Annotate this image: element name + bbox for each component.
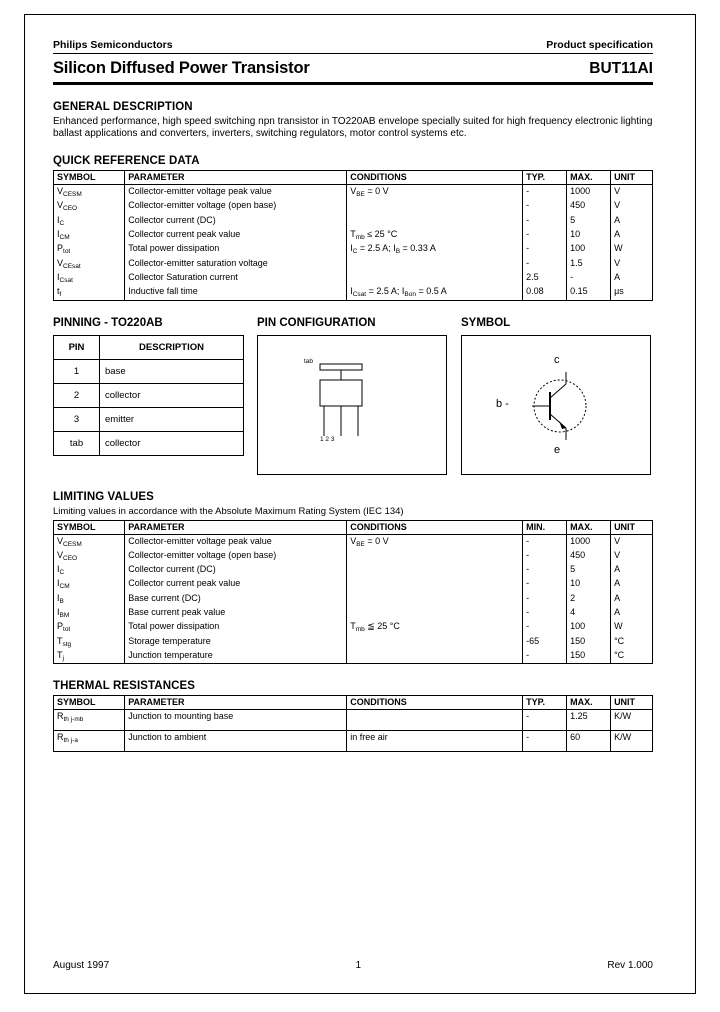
symbol-sub: th j-mb xyxy=(63,716,84,724)
typ-cell: - xyxy=(523,214,567,228)
cond-sub: mb xyxy=(355,234,365,242)
table-row xyxy=(54,577,653,591)
parameter-cell: Collector current (DC) xyxy=(125,563,347,577)
symbol-heading: SYMBOL xyxy=(461,316,511,329)
conditions-cell xyxy=(347,710,523,731)
symbol-sub: CESM xyxy=(63,191,82,199)
cond-base: V xyxy=(350,535,357,546)
min-cell: -65 xyxy=(523,635,567,649)
unit-cell: A xyxy=(611,214,653,228)
pin-numbers-label: 1 2 3 xyxy=(320,435,335,443)
table-row xyxy=(54,383,244,407)
pinning-column xyxy=(53,335,243,475)
col-max: MAX. xyxy=(567,520,611,534)
parameter-cell: Storage temperature xyxy=(125,635,347,649)
table-row xyxy=(54,731,653,752)
unit-cell: °C xyxy=(611,635,653,649)
table-row xyxy=(54,620,653,634)
typ-cell: - xyxy=(523,257,567,271)
cond-base: T xyxy=(350,621,356,632)
table-row xyxy=(54,257,653,271)
symbol-sub: CM xyxy=(59,234,70,242)
typ-cell: - xyxy=(523,185,567,200)
quick-reference-heading: QUICK REFERENCE DATA xyxy=(53,155,200,168)
unit-cell: A xyxy=(611,228,653,242)
pin-description: collector xyxy=(100,383,244,407)
pin-number: 3 xyxy=(54,407,100,431)
footer-page-number: 1 xyxy=(355,960,362,971)
unit-cell: W xyxy=(611,242,653,256)
max-cell: 10 xyxy=(567,228,611,242)
col-parameter: PARAMETER xyxy=(125,696,347,710)
conditions-cell xyxy=(347,563,523,577)
unit-cell: K/W xyxy=(611,731,653,752)
general-description-text: Enhanced performance, high speed switching npn transistor in TO220AB envelope specially suited for high frequency electronic lighting ballast applications and converters, inverters, switching regulators, motor control systems etc. xyxy=(53,116,653,139)
max-cell: 450 xyxy=(567,549,611,563)
max-cell: 150 xyxy=(567,635,611,649)
company-name: Philips Semiconductors xyxy=(53,39,173,51)
symbol-sub: CM xyxy=(59,583,70,591)
symbol-base: V xyxy=(57,257,64,268)
symbol-base: P xyxy=(57,243,64,254)
max-cell: 450 xyxy=(567,199,611,213)
unit-cell: A xyxy=(611,592,653,606)
typ-cell: 2.5 xyxy=(523,271,567,285)
npn-transistor-symbol xyxy=(462,336,650,474)
unit-cell: A xyxy=(611,606,653,620)
parameter-cell: Collector-emitter voltage (open base) xyxy=(125,549,347,563)
limiting-values-note: Limiting values in accordance with the Absolute Maximum Rating System (IEC 134) xyxy=(53,505,404,517)
table-row xyxy=(54,271,653,285)
unit-cell: V xyxy=(611,199,653,213)
col-parameter: PARAMETER xyxy=(125,520,347,534)
max-cell: 1.25 xyxy=(567,710,611,731)
footer-revision: Rev 1.000 xyxy=(607,960,653,971)
typ-cell: - xyxy=(523,731,567,752)
limiting-values-heading: LIMITING VALUES xyxy=(53,490,154,503)
cond-tail: = 2.5 A; I xyxy=(357,243,396,254)
cond-base: V xyxy=(350,186,357,197)
unit-cell: V xyxy=(611,534,653,549)
typ-cell: - xyxy=(523,242,567,256)
table-row xyxy=(54,592,653,606)
parameter-cell: Base current (DC) xyxy=(125,592,347,606)
table-row xyxy=(54,214,653,228)
conditions-cell xyxy=(347,534,523,549)
symbol-base: V xyxy=(57,535,64,546)
col-typ: TYP. xyxy=(523,171,567,185)
symbol-figure xyxy=(461,335,651,475)
pin-configuration-column xyxy=(257,335,447,475)
parameter-cell: Collector current peak value xyxy=(125,228,347,242)
conditions-cell xyxy=(347,228,523,242)
collector-label: c xyxy=(554,353,560,366)
col-parameter: PARAMETER xyxy=(125,171,347,185)
unit-cell: A xyxy=(611,577,653,591)
symbol-sub: B xyxy=(59,597,64,605)
to220-package-drawing xyxy=(258,336,446,474)
page-footer xyxy=(53,960,653,971)
conditions-cell xyxy=(347,592,523,606)
parameter-cell: Collector-emitter voltage (open base) xyxy=(125,199,347,213)
cond-sub: Csat xyxy=(352,291,367,299)
cond-sub: C xyxy=(352,248,358,256)
cond-tail: = 0 V xyxy=(364,535,389,546)
mid-section-headings xyxy=(53,301,653,333)
conditions-cell xyxy=(347,257,523,271)
doc-type: Product specification xyxy=(546,39,653,51)
max-cell: 5 xyxy=(567,563,611,577)
max-cell: 1000 xyxy=(567,534,611,549)
title-rule xyxy=(53,82,653,85)
max-cell: - xyxy=(567,271,611,285)
unit-cell: A xyxy=(611,563,653,577)
conditions-cell xyxy=(347,549,523,563)
col-min: MIN. xyxy=(523,520,567,534)
document-header xyxy=(53,39,653,53)
table-row xyxy=(54,635,653,649)
symbol-base: t xyxy=(57,286,60,297)
typ-cell: 0.08 xyxy=(523,285,567,300)
col-unit: UNIT xyxy=(611,171,653,185)
cond-tail: = 0 V xyxy=(364,186,389,197)
unit-cell: V xyxy=(611,185,653,200)
symbol-base: I xyxy=(57,578,60,589)
table-row xyxy=(54,242,653,256)
conditions-cell xyxy=(347,214,523,228)
symbol-sub: CESM xyxy=(63,540,82,548)
symbol-base: V xyxy=(57,186,64,197)
conditions-cell: in free air xyxy=(347,731,523,752)
symbol-base: I xyxy=(57,607,60,618)
symbol-sub: CEsat xyxy=(63,262,81,270)
cond-base: I xyxy=(350,243,353,254)
symbol-sub: CEO xyxy=(63,554,78,562)
max-cell: 60 xyxy=(567,731,611,752)
symbol-base: I xyxy=(57,214,60,225)
tab-label: tab xyxy=(304,357,314,365)
conditions-cell xyxy=(347,271,523,285)
symbol-sub: j xyxy=(62,654,64,662)
max-cell: 150 xyxy=(567,649,611,664)
table-header-row xyxy=(54,335,244,359)
symbol-sub: f xyxy=(59,291,62,299)
table-row xyxy=(54,649,653,664)
symbol-base: R xyxy=(57,732,64,743)
cond-sub: BE xyxy=(356,540,365,548)
table-row xyxy=(54,710,653,731)
min-cell: - xyxy=(523,577,567,591)
pinning-table xyxy=(53,335,244,456)
cond-sub: mb xyxy=(355,626,365,634)
col-conditions: CONDITIONS xyxy=(347,520,523,534)
col-max: MAX. xyxy=(567,696,611,710)
cond-sub2: Bon xyxy=(404,291,416,299)
symbol-base: R xyxy=(57,711,64,722)
pinning-heading: PINNING - TO220AB xyxy=(53,316,163,329)
parameter-cell: Collector current peak value xyxy=(125,577,347,591)
conditions-cell xyxy=(347,199,523,213)
max-cell: 5 xyxy=(567,214,611,228)
conditions-cell xyxy=(347,635,523,649)
pin-number: 2 xyxy=(54,383,100,407)
col-description: DESCRIPTION xyxy=(100,335,244,359)
pin-description: collector xyxy=(100,431,244,455)
symbol-sub: Csat xyxy=(59,276,73,284)
part-number: BUT11AI xyxy=(589,60,653,77)
table-row xyxy=(54,359,244,383)
max-cell: 2 xyxy=(567,592,611,606)
symbol-base: I xyxy=(57,271,60,282)
min-cell: - xyxy=(523,549,567,563)
table-row xyxy=(54,285,653,300)
parameter-cell: Junction to mounting base xyxy=(125,710,347,731)
col-conditions: CONDITIONS xyxy=(347,171,523,185)
parameter-cell: Total power dissipation xyxy=(125,242,347,256)
symbol-column xyxy=(461,335,651,475)
cond-base: T xyxy=(350,229,356,240)
col-unit: UNIT xyxy=(611,696,653,710)
mid-section xyxy=(53,335,653,475)
pin-description: base xyxy=(100,359,244,383)
min-cell: - xyxy=(523,563,567,577)
symbol-sub: tot xyxy=(63,626,71,634)
symbol-sub: BM xyxy=(59,612,70,620)
typ-cell: - xyxy=(523,228,567,242)
thermal-resistances-heading: THERMAL RESISTANCES xyxy=(53,680,196,693)
max-cell: 4 xyxy=(567,606,611,620)
pin-configuration-heading: PIN CONFIGURATION xyxy=(257,316,376,329)
parameter-cell: Collector-emitter saturation voltage xyxy=(125,257,347,271)
table-header-row xyxy=(54,696,653,710)
header-rule xyxy=(53,53,653,54)
table-row xyxy=(54,407,244,431)
symbol-base: P xyxy=(57,621,64,632)
symbol-base: I xyxy=(57,592,60,603)
unit-cell: V xyxy=(611,257,653,271)
unit-cell: A xyxy=(611,271,653,285)
base-label: b - xyxy=(496,397,509,410)
min-cell: - xyxy=(523,534,567,549)
parameter-cell: Collector Saturation current xyxy=(125,271,347,285)
conditions-cell xyxy=(347,577,523,591)
min-cell: - xyxy=(523,592,567,606)
symbol-base: I xyxy=(57,564,60,575)
col-pin: PIN xyxy=(54,335,100,359)
parameter-cell: Collector current (DC) xyxy=(125,214,347,228)
table-row xyxy=(54,431,244,455)
table-row xyxy=(54,606,653,620)
typ-cell: - xyxy=(523,710,567,731)
page-title: Silicon Diffused Power Transistor xyxy=(53,59,310,77)
conditions-cell xyxy=(347,606,523,620)
table-row xyxy=(54,534,653,549)
thermal-resistances-table xyxy=(53,695,653,752)
parameter-cell: Inductive fall time xyxy=(125,285,347,300)
symbol-sub: stg xyxy=(62,640,72,648)
quick-reference-table xyxy=(53,170,653,300)
unit-cell: °C xyxy=(611,649,653,664)
conditions-cell xyxy=(347,285,523,300)
col-typ: TYP. xyxy=(523,696,567,710)
parameter-cell: Base current peak value xyxy=(125,606,347,620)
typ-cell: - xyxy=(523,199,567,213)
table-row xyxy=(54,228,653,242)
cond-sub2: B xyxy=(395,248,401,256)
limiting-values-table xyxy=(53,520,653,665)
col-max: MAX. xyxy=(567,171,611,185)
max-cell: 1000 xyxy=(567,185,611,200)
cond-base: I xyxy=(350,286,353,297)
col-symbol: SYMBOL xyxy=(54,520,125,534)
max-cell: 100 xyxy=(567,242,611,256)
symbol-sub: th j-a xyxy=(63,737,78,745)
parameter-cell: Junction temperature xyxy=(125,649,347,664)
symbol-base: V xyxy=(57,549,64,560)
symbol-base: T xyxy=(57,635,63,646)
min-cell: - xyxy=(523,606,567,620)
cond-tail2: = 0.5 A xyxy=(415,286,447,297)
table-header-row xyxy=(54,520,653,534)
page-content xyxy=(53,39,653,752)
max-cell: 10 xyxy=(567,577,611,591)
conditions-cell xyxy=(347,649,523,664)
symbol-base: T xyxy=(57,649,63,660)
title-row xyxy=(53,59,653,78)
conditions-cell xyxy=(347,185,523,200)
table-row xyxy=(54,199,653,213)
table-row xyxy=(54,563,653,577)
parameter-cell: Junction to ambient xyxy=(125,731,347,752)
symbol-base: I xyxy=(57,229,60,240)
cond-tail2: = 0.33 A xyxy=(400,243,436,254)
max-cell: 100 xyxy=(567,620,611,634)
col-symbol: SYMBOL xyxy=(54,171,125,185)
symbol-base: V xyxy=(57,200,64,211)
pin-number: tab xyxy=(54,431,100,455)
cond-tail: ≦ 25 °C xyxy=(364,621,400,632)
min-cell: - xyxy=(523,620,567,634)
page-border xyxy=(24,14,696,994)
col-conditions: CONDITIONS xyxy=(347,696,523,710)
unit-cell: V xyxy=(611,549,653,563)
unit-cell: µs xyxy=(611,285,653,300)
symbol-sub: tot xyxy=(63,248,71,256)
cond-tail: = 2.5 A; I xyxy=(366,286,405,297)
cond-tail: ≤ 25 °C xyxy=(364,229,398,240)
min-cell: - xyxy=(523,649,567,664)
unit-cell: K/W xyxy=(611,710,653,731)
parameter-cell: Collector-emitter voltage peak value xyxy=(125,534,347,549)
footer-date: August 1997 xyxy=(53,960,110,971)
table-row xyxy=(54,549,653,563)
symbol-sub: CEO xyxy=(63,205,78,213)
unit-cell: W xyxy=(611,620,653,634)
conditions-cell xyxy=(347,242,523,256)
emitter-label: e xyxy=(554,443,561,456)
parameter-cell: Collector-emitter voltage peak value xyxy=(125,185,347,200)
parameter-cell: Total power dissipation xyxy=(125,620,347,634)
max-cell: 0.15 xyxy=(567,285,611,300)
conditions-cell xyxy=(347,620,523,634)
col-symbol: SYMBOL xyxy=(54,696,125,710)
pin-description: emitter xyxy=(100,407,244,431)
max-cell: 1.5 xyxy=(567,257,611,271)
general-description-heading: GENERAL DESCRIPTION xyxy=(53,101,193,113)
col-unit: UNIT xyxy=(611,520,653,534)
symbol-sub: C xyxy=(59,219,65,227)
pin-configuration-figure xyxy=(257,335,447,475)
symbol-sub: C xyxy=(59,569,65,577)
table-row xyxy=(54,185,653,200)
cond-sub: BE xyxy=(356,191,365,199)
pin-number: 1 xyxy=(54,359,100,383)
table-header-row xyxy=(54,171,653,185)
